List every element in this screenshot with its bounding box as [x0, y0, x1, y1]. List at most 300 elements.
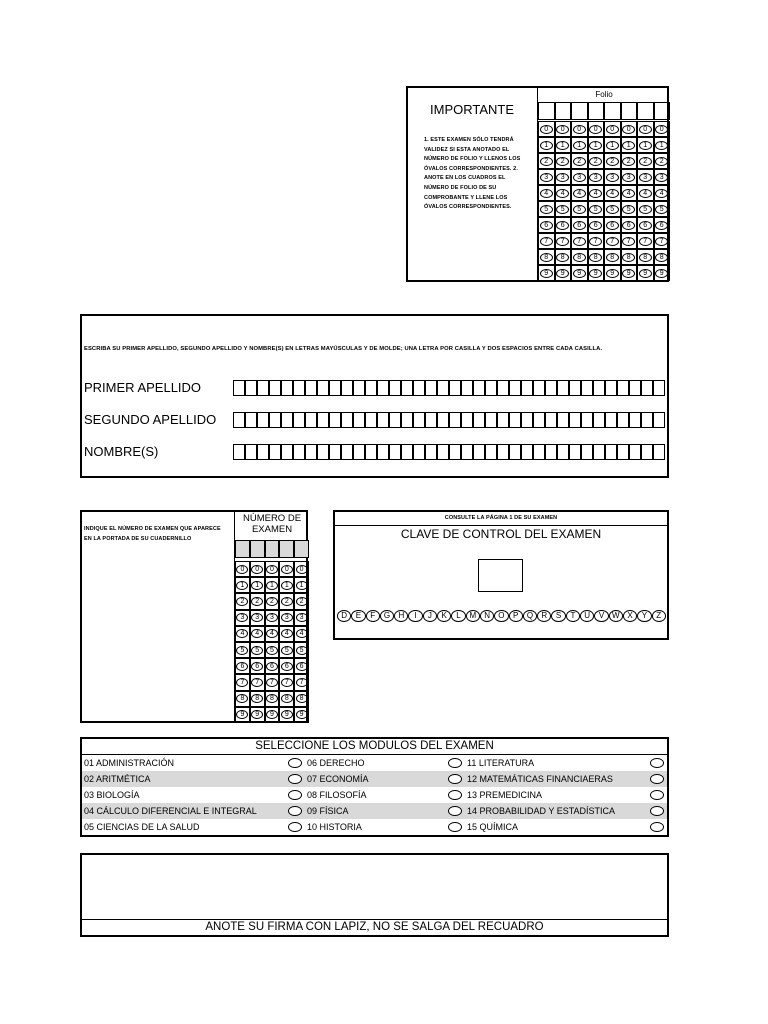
letter-box[interactable]: [353, 412, 365, 428]
letter-box[interactable]: [557, 380, 569, 396]
letter-box[interactable]: [317, 444, 329, 460]
folio-digit-oval[interactable]: 6: [606, 221, 619, 230]
letter-box[interactable]: [281, 380, 293, 396]
folio-digit-oval[interactable]: 2: [655, 157, 668, 166]
folio-digit-oval[interactable]: 1: [556, 141, 569, 150]
module-oval[interactable]: [650, 758, 664, 768]
letter-box[interactable]: [389, 380, 401, 396]
letter-box[interactable]: [329, 444, 341, 460]
exam-digit-box[interactable]: [235, 540, 250, 558]
folio-digit-oval[interactable]: 4: [573, 189, 586, 198]
exam-digit-oval[interactable]: 6: [281, 662, 293, 671]
module-item[interactable]: [82, 787, 305, 803]
folio-digit-oval[interactable]: 7: [606, 237, 619, 246]
letter-box[interactable]: [377, 380, 389, 396]
letter-box[interactable]: [233, 444, 245, 460]
folio-digit-oval[interactable]: 9: [606, 269, 619, 278]
letter-box[interactable]: [341, 380, 353, 396]
letter-box[interactable]: [365, 380, 377, 396]
folio-digit-oval[interactable]: 1: [540, 141, 553, 150]
letter-box[interactable]: [581, 412, 593, 428]
exam-digit-oval[interactable]: 1: [266, 581, 278, 590]
folio-digit-box[interactable]: [637, 102, 654, 120]
folio-digit-oval[interactable]: 9: [639, 269, 652, 278]
letter-box[interactable]: [293, 380, 305, 396]
folio-digit-oval[interactable]: 0: [540, 125, 553, 134]
folio-digit-oval[interactable]: 2: [540, 157, 553, 166]
nombres-boxes[interactable]: [233, 444, 665, 460]
folio-digit-oval[interactable]: 9: [589, 269, 602, 278]
module-item[interactable]: [82, 819, 305, 835]
control-key-letter-oval[interactable]: E: [351, 610, 365, 622]
letter-box[interactable]: [305, 444, 317, 460]
letter-box[interactable]: [473, 412, 485, 428]
letter-box[interactable]: [257, 380, 269, 396]
segundo-apellido-boxes[interactable]: [233, 412, 665, 428]
control-key-letter-oval[interactable]: H: [394, 610, 408, 622]
folio-digit-oval[interactable]: 0: [639, 125, 652, 134]
letter-box[interactable]: [233, 412, 245, 428]
exam-digit-oval[interactable]: 5: [266, 646, 278, 655]
letter-box[interactable]: [317, 380, 329, 396]
letter-box[interactable]: [233, 380, 245, 396]
folio-digit-oval[interactable]: 4: [556, 189, 569, 198]
folio-digit-oval[interactable]: 1: [589, 141, 602, 150]
exam-digit-oval[interactable]: 3: [281, 613, 293, 622]
exam-digit-oval[interactable]: 3: [296, 613, 308, 622]
folio-digit-oval[interactable]: 5: [573, 205, 586, 214]
folio-digit-oval[interactable]: 9: [556, 269, 569, 278]
letter-box[interactable]: [557, 412, 569, 428]
folio-digit-oval[interactable]: 7: [556, 237, 569, 246]
exam-digit-oval[interactable]: 7: [251, 678, 263, 687]
exam-digit-oval[interactable]: 6: [251, 662, 263, 671]
module-item[interactable]: [305, 755, 465, 771]
folio-digit-oval[interactable]: 3: [622, 173, 635, 182]
folio-digit-oval[interactable]: 2: [556, 157, 569, 166]
folio-digit-oval[interactable]: 8: [540, 253, 553, 262]
letter-box[interactable]: [425, 412, 437, 428]
letter-box[interactable]: [653, 444, 665, 460]
exam-digit-oval[interactable]: 5: [251, 646, 263, 655]
exam-digit-oval[interactable]: 9: [266, 710, 278, 719]
exam-digit-oval[interactable]: 9: [236, 710, 248, 719]
letter-box[interactable]: [461, 412, 473, 428]
letter-box[interactable]: [353, 444, 365, 460]
letter-box[interactable]: [257, 444, 269, 460]
letter-box[interactable]: [425, 444, 437, 460]
exam-digit-oval[interactable]: 0: [281, 565, 293, 574]
folio-digit-oval[interactable]: 6: [655, 221, 668, 230]
letter-box[interactable]: [245, 412, 257, 428]
letter-box[interactable]: [617, 412, 629, 428]
module-oval[interactable]: [288, 758, 302, 768]
folio-digit-oval[interactable]: 7: [573, 237, 586, 246]
folio-digit-oval[interactable]: 4: [589, 189, 602, 198]
letter-box[interactable]: [509, 444, 521, 460]
exam-digit-oval[interactable]: 8: [281, 694, 293, 703]
folio-digit-oval[interactable]: 7: [639, 237, 652, 246]
exam-digit-oval[interactable]: 4: [251, 629, 263, 638]
letter-box[interactable]: [449, 444, 461, 460]
exam-digit-oval[interactable]: 0: [251, 565, 263, 574]
control-key-letter-oval[interactable]: S: [551, 610, 565, 622]
exam-digit-oval[interactable]: 3: [236, 613, 248, 622]
letter-box[interactable]: [497, 412, 509, 428]
folio-digit-oval[interactable]: 1: [606, 141, 619, 150]
exam-digit-oval[interactable]: 7: [266, 678, 278, 687]
letter-box[interactable]: [461, 444, 473, 460]
folio-digit-oval[interactable]: 8: [606, 253, 619, 262]
module-item[interactable]: [465, 771, 667, 787]
exam-digit-oval[interactable]: 2: [266, 597, 278, 606]
folio-digit-oval[interactable]: 7: [540, 237, 553, 246]
letter-box[interactable]: [521, 412, 533, 428]
exam-digit-oval[interactable]: 3: [251, 613, 263, 622]
folio-digit-oval[interactable]: 7: [622, 237, 635, 246]
folio-digit-oval[interactable]: 3: [540, 173, 553, 182]
letter-box[interactable]: [449, 380, 461, 396]
exam-digit-oval[interactable]: 8: [296, 694, 308, 703]
folio-digit-oval[interactable]: 3: [589, 173, 602, 182]
module-oval[interactable]: [288, 790, 302, 800]
folio-digit-oval[interactable]: 5: [655, 205, 668, 214]
module-item[interactable]: [305, 771, 465, 787]
letter-box[interactable]: [485, 412, 497, 428]
folio-digit-oval[interactable]: 2: [639, 157, 652, 166]
folio-digit-oval[interactable]: 5: [589, 205, 602, 214]
letter-box[interactable]: [533, 380, 545, 396]
exam-digit-oval[interactable]: 0: [296, 565, 308, 574]
control-key-letter-oval[interactable]: W: [609, 610, 623, 622]
folio-digit-oval[interactable]: 4: [540, 189, 553, 198]
letter-box[interactable]: [509, 412, 521, 428]
letter-box[interactable]: [581, 444, 593, 460]
folio-digit-oval[interactable]: 8: [556, 253, 569, 262]
letter-box[interactable]: [389, 412, 401, 428]
exam-digit-oval[interactable]: 1: [236, 581, 248, 590]
exam-digit-oval[interactable]: 8: [266, 694, 278, 703]
letter-box[interactable]: [605, 380, 617, 396]
module-item[interactable]: [465, 755, 667, 771]
module-oval[interactable]: [448, 822, 462, 832]
letter-box[interactable]: [617, 380, 629, 396]
letter-box[interactable]: [317, 412, 329, 428]
folio-digit-oval[interactable]: 3: [573, 173, 586, 182]
folio-digit-oval[interactable]: 3: [606, 173, 619, 182]
letter-box[interactable]: [413, 444, 425, 460]
module-oval[interactable]: [288, 806, 302, 816]
control-key-letter-oval[interactable]: X: [623, 610, 637, 622]
letter-box[interactable]: [437, 412, 449, 428]
folio-digit-oval[interactable]: 8: [655, 253, 668, 262]
letter-box[interactable]: [329, 412, 341, 428]
folio-digit-oval[interactable]: 2: [622, 157, 635, 166]
folio-digit-oval[interactable]: 9: [622, 269, 635, 278]
exam-digit-oval[interactable]: 5: [236, 646, 248, 655]
letter-box[interactable]: [401, 380, 413, 396]
letter-box[interactable]: [629, 380, 641, 396]
exam-digit-box[interactable]: [294, 540, 309, 558]
folio-digit-oval[interactable]: 8: [573, 253, 586, 262]
exam-digit-oval[interactable]: 1: [296, 581, 308, 590]
folio-digit-oval[interactable]: 1: [573, 141, 586, 150]
letter-box[interactable]: [653, 380, 665, 396]
folio-digit-oval[interactable]: 1: [639, 141, 652, 150]
control-key-letter-oval[interactable]: Z: [652, 610, 666, 622]
module-oval[interactable]: [650, 790, 664, 800]
letter-box[interactable]: [641, 444, 653, 460]
letter-box[interactable]: [533, 412, 545, 428]
exam-digit-oval[interactable]: 1: [281, 581, 293, 590]
control-key-letter-oval[interactable]: Y: [637, 610, 651, 622]
folio-digit-oval[interactable]: 4: [622, 189, 635, 198]
folio-digit-box[interactable]: [604, 102, 621, 120]
exam-digit-oval[interactable]: 8: [251, 694, 263, 703]
folio-digit-oval[interactable]: 4: [655, 189, 668, 198]
folio-digit-oval[interactable]: 5: [639, 205, 652, 214]
folio-digit-box[interactable]: [538, 102, 555, 120]
control-key-letter-oval[interactable]: O: [494, 610, 508, 622]
letter-box[interactable]: [365, 444, 377, 460]
folio-digit-oval[interactable]: 8: [622, 253, 635, 262]
folio-digit-oval[interactable]: 8: [639, 253, 652, 262]
letter-box[interactable]: [389, 444, 401, 460]
exam-digit-oval[interactable]: 4: [296, 629, 308, 638]
letter-box[interactable]: [401, 412, 413, 428]
module-oval[interactable]: [650, 774, 664, 784]
letter-box[interactable]: [605, 444, 617, 460]
letter-box[interactable]: [521, 444, 533, 460]
folio-digit-oval[interactable]: 0: [606, 125, 619, 134]
letter-box[interactable]: [365, 412, 377, 428]
folio-digit-oval[interactable]: 3: [639, 173, 652, 182]
control-key-letter-oval[interactable]: J: [423, 610, 437, 622]
letter-box[interactable]: [269, 380, 281, 396]
control-key-letter-oval[interactable]: G: [380, 610, 394, 622]
folio-digit-oval[interactable]: 2: [573, 157, 586, 166]
folio-digit-oval[interactable]: 5: [622, 205, 635, 214]
exam-digit-oval[interactable]: 6: [236, 662, 248, 671]
exam-digit-oval[interactable]: 2: [251, 597, 263, 606]
control-key-letter-oval[interactable]: D: [337, 610, 351, 622]
module-oval[interactable]: [448, 806, 462, 816]
folio-digit-oval[interactable]: 7: [589, 237, 602, 246]
control-key-letter-oval[interactable]: Q: [523, 610, 537, 622]
exam-digit-oval[interactable]: 2: [281, 597, 293, 606]
letter-box[interactable]: [593, 412, 605, 428]
letter-box[interactable]: [497, 444, 509, 460]
exam-digit-box[interactable]: [265, 540, 280, 558]
exam-digit-oval[interactable]: 3: [266, 613, 278, 622]
folio-digit-oval[interactable]: 6: [639, 221, 652, 230]
letter-box[interactable]: [653, 412, 665, 428]
exam-digit-oval[interactable]: 0: [236, 565, 248, 574]
control-key-letter-oval[interactable]: T: [566, 610, 580, 622]
folio-digit-oval[interactable]: 0: [622, 125, 635, 134]
module-oval[interactable]: [288, 774, 302, 784]
folio-digit-oval[interactable]: 5: [606, 205, 619, 214]
letter-box[interactable]: [641, 380, 653, 396]
folio-digit-oval[interactable]: 6: [622, 221, 635, 230]
exam-digit-oval[interactable]: 4: [236, 629, 248, 638]
exam-digit-oval[interactable]: 6: [266, 662, 278, 671]
module-item[interactable]: [82, 755, 305, 771]
letter-box[interactable]: [245, 380, 257, 396]
letter-box[interactable]: [401, 444, 413, 460]
folio-digit-oval[interactable]: 9: [540, 269, 553, 278]
folio-digit-oval[interactable]: 8: [589, 253, 602, 262]
letter-box[interactable]: [569, 412, 581, 428]
letter-box[interactable]: [545, 380, 557, 396]
folio-digit-oval[interactable]: 0: [655, 125, 668, 134]
control-key-letter-oval[interactable]: L: [451, 610, 465, 622]
letter-box[interactable]: [569, 380, 581, 396]
letter-box[interactable]: [641, 412, 653, 428]
module-item[interactable]: [82, 771, 305, 787]
letter-box[interactable]: [413, 412, 425, 428]
folio-digit-oval[interactable]: 3: [556, 173, 569, 182]
letter-box[interactable]: [593, 380, 605, 396]
exam-digit-oval[interactable]: 9: [281, 710, 293, 719]
letter-box[interactable]: [569, 444, 581, 460]
exam-digit-oval[interactable]: 4: [266, 629, 278, 638]
folio-digit-oval[interactable]: 9: [573, 269, 586, 278]
letter-box[interactable]: [617, 444, 629, 460]
folio-digit-box[interactable]: [588, 102, 605, 120]
module-item[interactable]: [305, 787, 465, 803]
module-oval[interactable]: [448, 774, 462, 784]
exam-digit-oval[interactable]: 6: [296, 662, 308, 671]
letter-box[interactable]: [473, 380, 485, 396]
letter-box[interactable]: [497, 380, 509, 396]
letter-box[interactable]: [629, 412, 641, 428]
folio-digit-oval[interactable]: 9: [655, 269, 668, 278]
folio-digit-box[interactable]: [621, 102, 638, 120]
module-item[interactable]: [465, 803, 667, 819]
letter-box[interactable]: [377, 412, 389, 428]
letter-box[interactable]: [545, 444, 557, 460]
folio-digit-oval[interactable]: 4: [639, 189, 652, 198]
folio-digit-oval[interactable]: 5: [540, 205, 553, 214]
module-oval[interactable]: [448, 790, 462, 800]
folio-digit-oval[interactable]: 2: [589, 157, 602, 166]
exam-digit-oval[interactable]: 7: [281, 678, 293, 687]
exam-digit-oval[interactable]: 9: [251, 710, 263, 719]
letter-box[interactable]: [533, 444, 545, 460]
primer-apellido-boxes[interactable]: [233, 380, 665, 396]
control-key-box[interactable]: [478, 559, 523, 592]
folio-digit-box[interactable]: [555, 102, 572, 120]
module-item[interactable]: [305, 803, 465, 819]
letter-box[interactable]: [293, 412, 305, 428]
letter-box[interactable]: [329, 380, 341, 396]
folio-digit-box[interactable]: [654, 102, 671, 120]
exam-digit-oval[interactable]: 7: [236, 678, 248, 687]
letter-box[interactable]: [593, 444, 605, 460]
letter-box[interactable]: [305, 380, 317, 396]
letter-box[interactable]: [545, 412, 557, 428]
folio-digit-oval[interactable]: 0: [556, 125, 569, 134]
control-key-letter-oval[interactable]: U: [580, 610, 594, 622]
exam-digit-oval[interactable]: 8: [236, 694, 248, 703]
letter-box[interactable]: [341, 444, 353, 460]
letter-box[interactable]: [473, 444, 485, 460]
exam-digit-oval[interactable]: 2: [236, 597, 248, 606]
control-key-letter-oval[interactable]: I: [408, 610, 422, 622]
module-item[interactable]: [82, 803, 305, 819]
exam-digit-oval[interactable]: 9: [296, 710, 308, 719]
exam-digit-oval[interactable]: 5: [281, 646, 293, 655]
module-item[interactable]: [305, 819, 465, 835]
exam-digit-oval[interactable]: 4: [281, 629, 293, 638]
folio-digit-oval[interactable]: 0: [589, 125, 602, 134]
exam-digit-oval[interactable]: 7: [296, 678, 308, 687]
letter-box[interactable]: [257, 412, 269, 428]
letter-box[interactable]: [293, 444, 305, 460]
letter-box[interactable]: [461, 380, 473, 396]
control-key-letter-oval[interactable]: N: [480, 610, 494, 622]
folio-digit-oval[interactable]: 1: [655, 141, 668, 150]
letter-box[interactable]: [413, 380, 425, 396]
letter-box[interactable]: [581, 380, 593, 396]
control-key-letter-oval[interactable]: P: [509, 610, 523, 622]
exam-digit-oval[interactable]: 2: [296, 597, 308, 606]
letter-box[interactable]: [629, 444, 641, 460]
letter-box[interactable]: [281, 444, 293, 460]
letter-box[interactable]: [353, 380, 365, 396]
folio-digit-box[interactable]: [571, 102, 588, 120]
folio-digit-oval[interactable]: 3: [655, 173, 668, 182]
folio-digit-oval[interactable]: 6: [589, 221, 602, 230]
folio-digit-oval[interactable]: 5: [556, 205, 569, 214]
folio-digit-oval[interactable]: 6: [540, 221, 553, 230]
control-key-letter-oval[interactable]: M: [466, 610, 480, 622]
folio-digit-oval[interactable]: 6: [556, 221, 569, 230]
letter-box[interactable]: [449, 412, 461, 428]
control-key-letter-oval[interactable]: K: [437, 610, 451, 622]
letter-box[interactable]: [605, 412, 617, 428]
exam-digit-oval[interactable]: 0: [266, 565, 278, 574]
letter-box[interactable]: [425, 380, 437, 396]
folio-digit-oval[interactable]: 6: [573, 221, 586, 230]
letter-box[interactable]: [557, 444, 569, 460]
letter-box[interactable]: [269, 444, 281, 460]
control-key-letter-oval[interactable]: F: [366, 610, 380, 622]
folio-digit-oval[interactable]: 7: [655, 237, 668, 246]
signature-area[interactable]: [82, 855, 667, 920]
control-key-letter-oval[interactable]: V: [594, 610, 608, 622]
letter-box[interactable]: [377, 444, 389, 460]
letter-box[interactable]: [485, 444, 497, 460]
letter-box[interactable]: [521, 380, 533, 396]
letter-box[interactable]: [437, 444, 449, 460]
exam-digit-oval[interactable]: 5: [296, 646, 308, 655]
folio-digit-oval[interactable]: 0: [573, 125, 586, 134]
folio-digit-oval[interactable]: 1: [622, 141, 635, 150]
module-oval[interactable]: [288, 822, 302, 832]
module-item[interactable]: [465, 787, 667, 803]
letter-box[interactable]: [245, 444, 257, 460]
exam-digit-oval[interactable]: 1: [251, 581, 263, 590]
letter-box[interactable]: [437, 380, 449, 396]
control-key-letter-oval[interactable]: R: [537, 610, 551, 622]
exam-digit-box[interactable]: [250, 540, 265, 558]
letter-box[interactable]: [341, 412, 353, 428]
letter-box[interactable]: [269, 412, 281, 428]
letter-box[interactable]: [281, 412, 293, 428]
module-oval[interactable]: [650, 806, 664, 816]
